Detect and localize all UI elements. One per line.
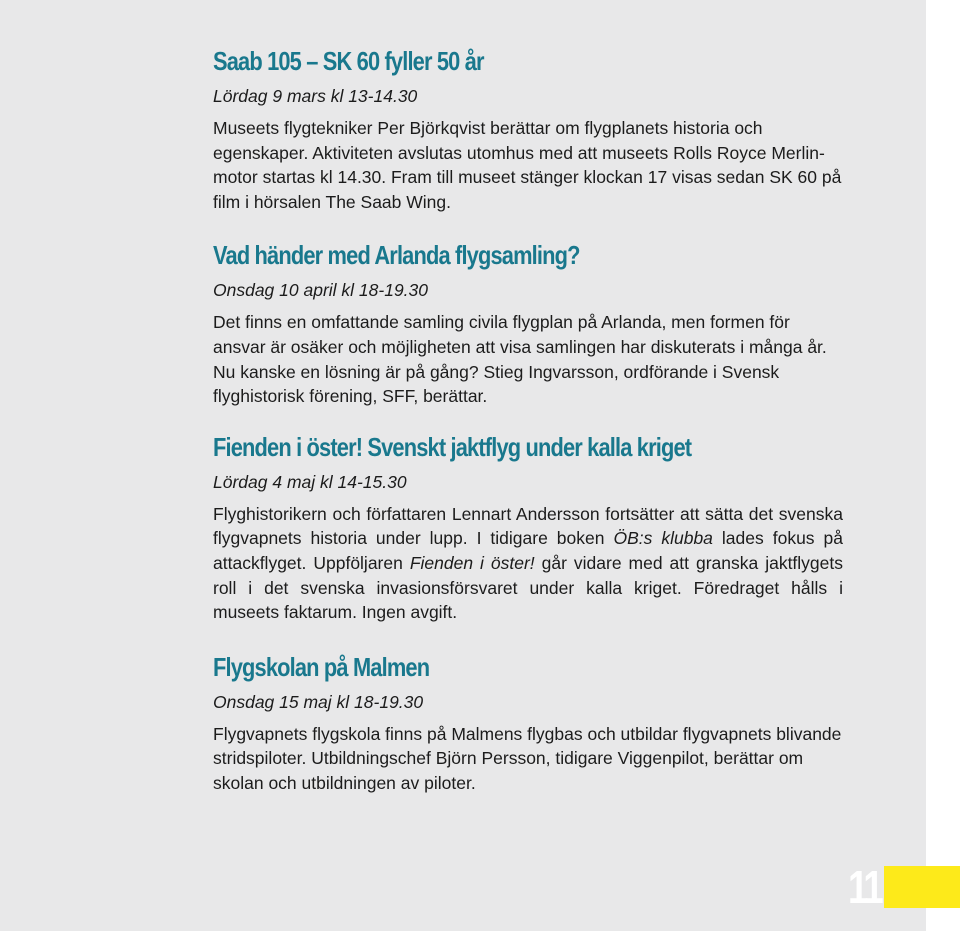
event-title: Flygskolan på Malmen (213, 651, 430, 682)
event-date: Onsdag 15 maj kl 18-19.30 (213, 691, 424, 712)
page-number: 11 (848, 861, 881, 913)
event-list (213, 44, 843, 796)
event-description (213, 502, 843, 625)
description-text: lades fokus på attackflyget. Uppföljaren (213, 528, 843, 573)
event-arlanda (213, 238, 843, 408)
event-title: Vad händer med Arlanda flygsamling? (213, 240, 580, 271)
event-fienden-i-oster (213, 430, 843, 625)
description-text: Flyghistorikern och författaren Lennart Andersson fortsätter att sätta det svenska flygvapnets historia under lupp. I tidigare boken (213, 503, 843, 549)
description-text: går vidare med att granska jaktflygets roll i det svenska invasionsförsvaret under kalla kriget. Föredraget hålls i museets faktarum. Ingen avgift. (213, 552, 844, 623)
event-date: Onsdag 10 april kl 18-19.30 (213, 280, 428, 301)
event-date: Lördag 9 mars kl 13-14.30 (213, 86, 418, 106)
event-title: Fienden i öster! Svenskt jaktflyg under kalla kriget (213, 431, 692, 462)
book-title: Fienden i öster! (409, 552, 535, 573)
event-flygskolan (213, 650, 843, 796)
event-description: Flygvapnets flygskola finns på Malmens flygbas och utbildar flygvapnets blivande stridspiloter. Utbildningschef Björn Persson, tidigare Viggenpilot, berättar om skolan och utbildningen av piloter. (213, 723, 842, 793)
event-description: Det finns en omfattande samling civila flygplan på Arlanda, men formen för ansvar är osäker och möjligheten att visa samlingen har diskuterats i många år. Nu kanske en lösning är på gång? Stieg Ingvarsson, ordförande i Svensk flyghistorisk förening, SFF, berättar. (213, 312, 827, 407)
book-title: ÖB:s klubba (613, 528, 713, 549)
page-tab (884, 866, 960, 908)
event-date: Lördag 4 maj kl 14-15.30 (213, 471, 407, 492)
event-saab-105 (213, 44, 843, 214)
event-description: Museets flygtekniker Per Björkqvist berättar om flygplanets historia och egenskaper. Aktiviteten avslutas utomhus med att museets Rolls Royce Merlin-motor startas kl 14.30. Fram till museet stänger klockan 17 visas sedan SK 60 på film i hörsalen The Saab Wing. (213, 118, 842, 212)
event-title: Saab 105 – SK 60 fyller 50 år (213, 46, 484, 76)
